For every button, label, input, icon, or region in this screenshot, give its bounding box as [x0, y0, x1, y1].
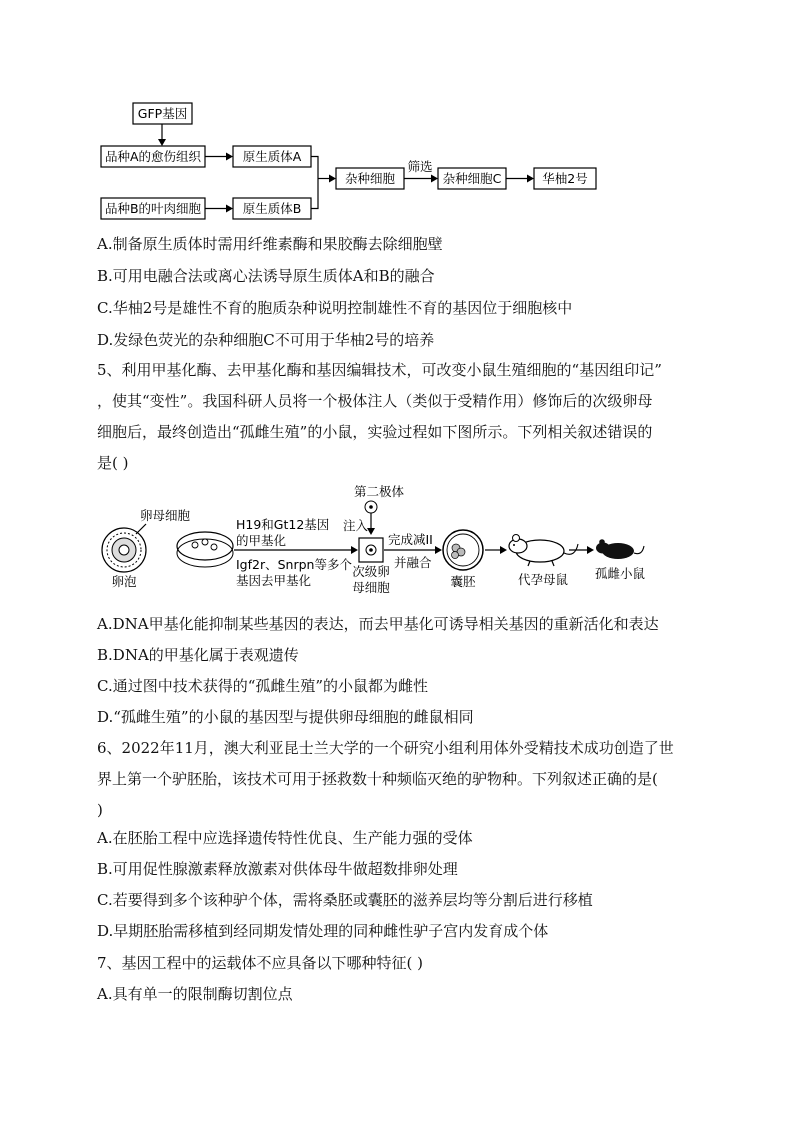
- q6-stem-line-1: 6、2022年11月，澳大利亚昆士兰大学的一个研究小组利用体外受精技术成功创造了世: [97, 739, 674, 757]
- surrogate-mouse-icon: [509, 535, 578, 567]
- petri-dish-icon: [177, 532, 233, 567]
- q5-option-c: C.通过图中技术获得的“孤雌生殖”的小鼠都为雌性: [97, 677, 429, 695]
- source-a-box: [101, 146, 205, 167]
- protoplast-a-label: 原生质体A: [242, 149, 302, 164]
- q5-option-d: D.“孤雌生殖”的小鼠的基因型与提供卵母细胞的雌鼠相同: [97, 708, 474, 726]
- arrowhead: [527, 175, 534, 183]
- demethylation-label-1: Igf2r、Snrpn等多个: [236, 557, 352, 572]
- q4-flow-diagram: [0, 0, 794, 230]
- methylation-label-2: 的甲基化: [236, 533, 287, 548]
- arrowhead: [435, 546, 442, 554]
- arrowhead: [226, 153, 233, 161]
- arrowhead: [587, 546, 594, 554]
- surrogate-label: 代孕母鼠: [517, 572, 569, 587]
- arrowhead: [500, 546, 507, 554]
- source-b-label: 品种B的叶肉细胞: [104, 201, 202, 216]
- secondary-oocyte-icon: [359, 538, 383, 562]
- q6-option-c: C.若要得到多个该种驴个体，需将桑胚或囊胚的滋养层均等分割后进行移植: [97, 891, 593, 909]
- oocyte-pointer: [136, 524, 146, 534]
- pup-label: 孤雌小鼠: [594, 566, 646, 581]
- protoplast-b-label: 原生质体B: [242, 201, 302, 216]
- q7-stem: 7、基因工程中的运载体不应具备以下哪种特征( ): [97, 954, 424, 972]
- hybrid-c-label: 杂种细胞C: [442, 171, 502, 186]
- product-label: 华柚2号: [542, 171, 588, 186]
- q4-option-d: D.发绿色荧光的杂种细胞C不可用于华柚2号的培养: [97, 331, 435, 349]
- protoplast-b-box: [233, 198, 311, 219]
- gfp-gene-box: [133, 103, 192, 124]
- q5-stem-line-3: 细胞后，最终创造出“孤雌生殖”的小鼠，实验过程如下图所示。下列相关叙述错误的: [97, 423, 653, 441]
- arrowhead: [226, 205, 233, 213]
- q6-stem-line-2: 界上第一个驴胚胎，该技术可用于拯救数十种频临灭绝的驴物种。下列叙述正确的是(: [97, 770, 658, 788]
- q4-option-b: B.可用电融合法或离心法诱导原生质体A和B的融合: [97, 267, 435, 285]
- arrowhead: [351, 546, 358, 554]
- source-a-label: 品种A的愈伤组织: [104, 149, 202, 164]
- gfp-gene-label: GFP基因: [137, 106, 188, 121]
- hybrid-cell-box: [336, 168, 404, 189]
- q4-option-a: A.制备原生质体时需用纤维素酶和果胶酶去除细胞壁: [97, 235, 443, 253]
- hybrid-cell-label: 杂种细胞: [344, 171, 396, 186]
- inject-label: 注入: [343, 518, 369, 533]
- second-polar-body-label: 第二极体: [354, 484, 405, 499]
- q5-option-b: B.DNA的甲基化属于表观遗传: [97, 646, 299, 664]
- demethylation-label-2: 基因去甲基化: [236, 573, 312, 588]
- screen-label: 筛选: [407, 159, 433, 174]
- q7-option-a: A.具有单一的限制酶切割位点: [97, 985, 293, 1003]
- q5-option-a: A.DNA甲基化能抑制某些基因的表达，而去甲基化可诱导相关基因的重新活化和表达: [97, 615, 659, 633]
- blastocyst-icon: [443, 530, 483, 570]
- q6-option-b: B.可用促性腺激素释放激素对供体母牛做超数排卵处理: [97, 860, 458, 878]
- fusion-bracket: [311, 157, 318, 209]
- arrowhead: [431, 175, 438, 183]
- secondary-oocyte-label-2: 母细胞: [352, 580, 390, 595]
- q4-option-c: C.华柚2号是雄性不育的胞质杂种说明控制雄性不育的基因位于细胞核中: [97, 299, 573, 317]
- q5-stem-line-4: 是( ): [97, 454, 129, 472]
- q5-stem-line-1: 5、利用甲基化酶、去甲基化酶和基因编辑技术，可改变小鼠生殖细胞的“基因组印记”: [97, 361, 662, 379]
- q6-stem-line-3: ): [97, 801, 103, 819]
- oocyte-label: 卵母细胞: [140, 508, 191, 523]
- protoplast-a-box: [233, 146, 311, 167]
- hybrid-c-box: [438, 168, 506, 189]
- secondary-oocyte-label-1: 次级卵: [352, 564, 390, 579]
- source-b-box: [101, 198, 205, 219]
- arrowhead: [158, 139, 166, 146]
- meiosis-label-2: 并融合: [394, 555, 432, 570]
- methylation-label-1: H19和Gt12基因: [236, 517, 330, 532]
- q5-process-diagram: [0, 478, 794, 603]
- q6-option-d: D.早期胚胎需移植到经同期发情处理的同种雌性驴子宫内发育成个体: [97, 922, 549, 940]
- q6-option-a: A.在胚胎工程中应选择遗传特性优良、生产能力强的受体: [97, 829, 473, 847]
- blastocyst-label: 囊胚: [450, 574, 476, 589]
- meiosis-label-1: 完成减II: [388, 532, 433, 547]
- follicle-label: 卵泡: [111, 574, 137, 589]
- arrowhead: [329, 175, 336, 183]
- product-box: [534, 168, 596, 189]
- polar-body-icon: [365, 501, 377, 513]
- pup-mouse-icon: [596, 539, 644, 559]
- follicle-icon: [102, 528, 146, 572]
- q5-stem-line-2: ，使其“变性”。我国科研人员将一个极体注人（类似于受精作用）修饰后的次级卵母: [97, 392, 653, 410]
- arrowhead: [367, 528, 375, 535]
